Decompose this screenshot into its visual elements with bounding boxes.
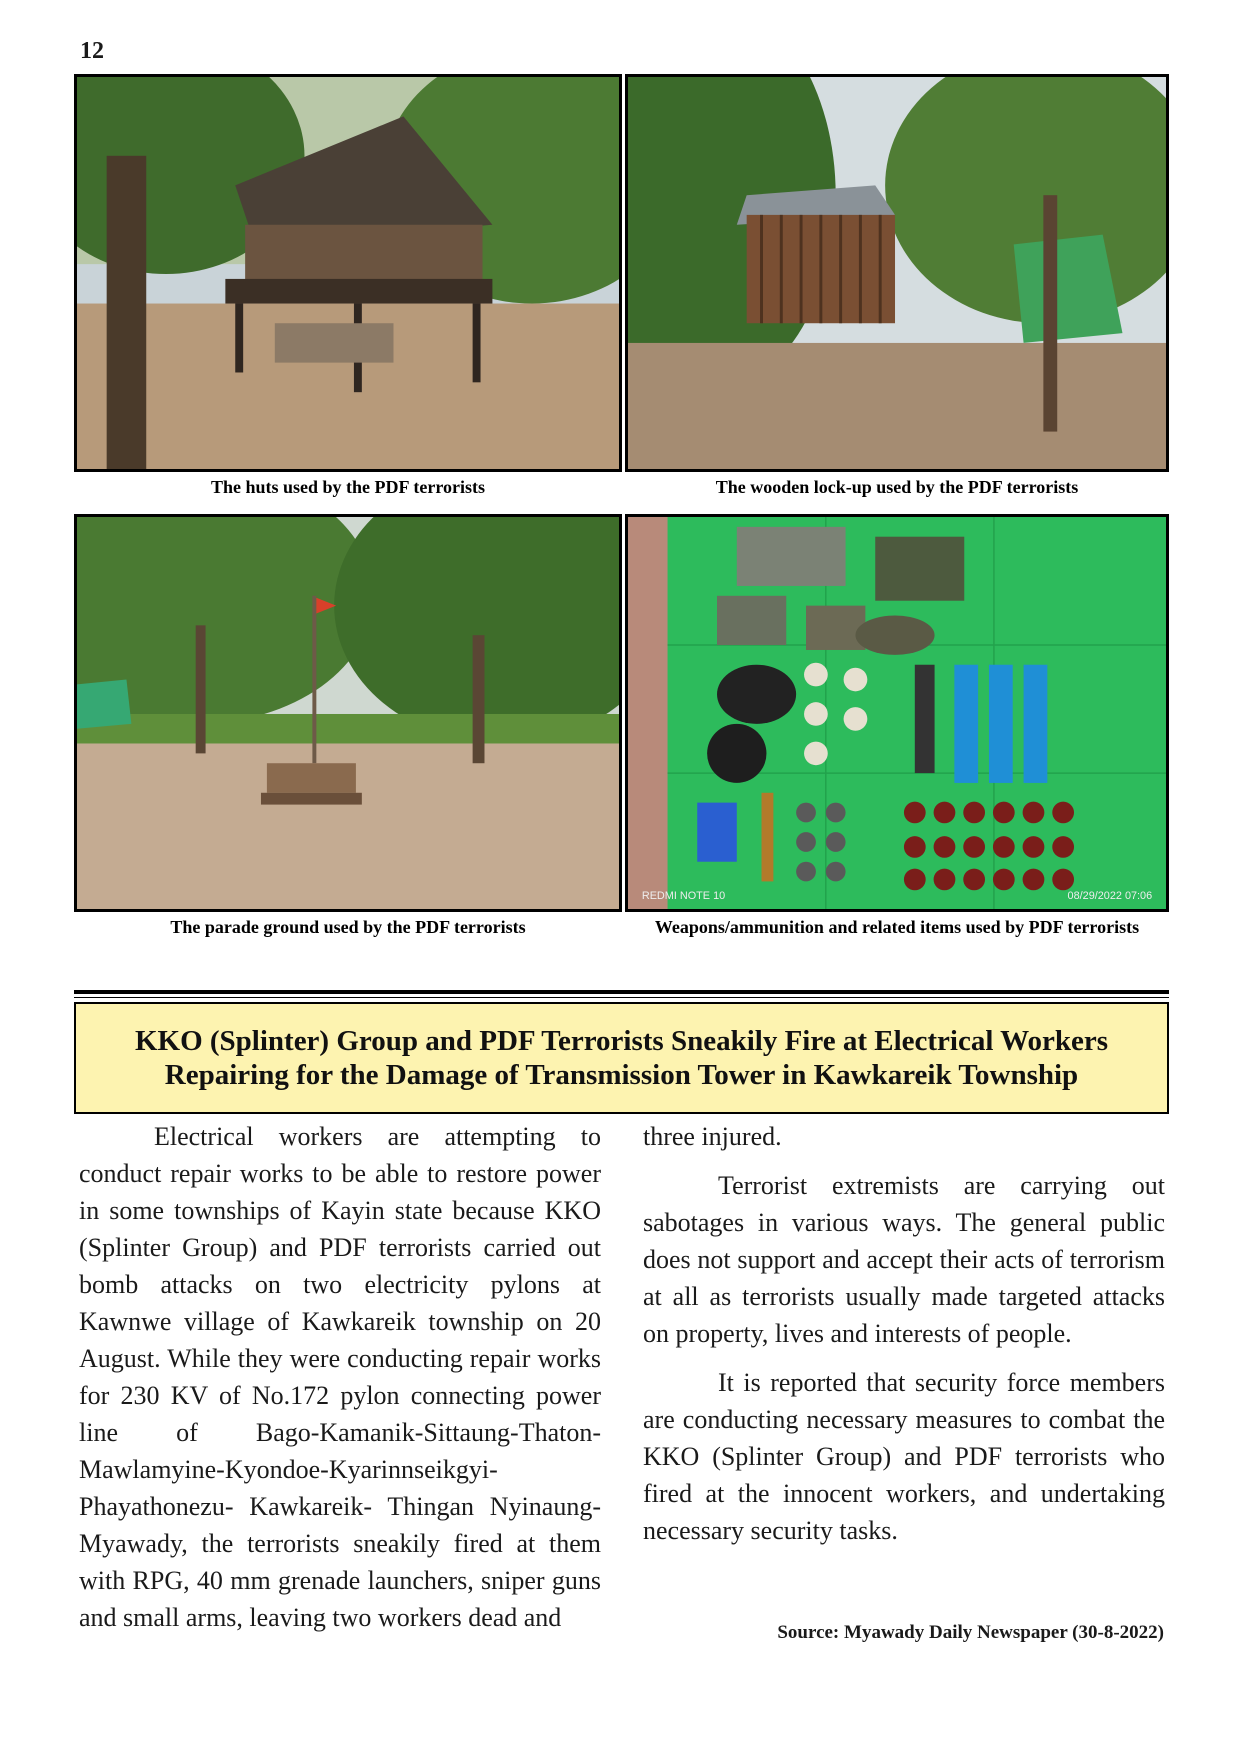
headline-box (74, 1002, 1169, 1114)
article-headline (135, 1024, 1108, 1092)
parade-ground-photo-image (77, 517, 619, 909)
photo-weapons (625, 514, 1169, 912)
caption-parade-ground: The parade ground used by the PDF terrorists (170, 917, 526, 937)
page-number: 12 (80, 38, 104, 64)
article-paragraph-1: Electrical workers are attempting to conduct repair works to be able to restore power in some townships of Kayin state because KKO (Splinter Group) and PDF terrorists carried out bomb attacks on two electricity pylons at Kawnwe village of Kawkareik township on 20 August. While they were conducting repair works for 230 KV of No.172 pylon connecting power line of Bago-Kamanik-Sittaung-Thaton-Mawlamyine-Kyondoe-Kyarinnseikgyi-Phayathonezu- Kawkareik- Thingan Nyinaung- Myawady, the terrorists sneakily fired at them with RPG, 40 mm grenade launchers, sniper guns and small arms, leaving two workers dead and (79, 1122, 601, 1632)
headline-line-2: Repairing for the Damage of Transmission Tower in Kawkareik Township (164, 1059, 1079, 1091)
caption-huts: The huts used by the PDF terrorists (211, 477, 485, 497)
section-divider-thick (74, 990, 1169, 994)
caption-weapons: Weapons/ammunition and related items used by PDF terrorists (654, 917, 1140, 937)
article-column-left (79, 1118, 601, 1636)
timestamp-overlay: 08/29/2022 07:06 (1067, 890, 1153, 903)
huts-photo-image (77, 77, 619, 469)
article-column-right (643, 1118, 1165, 1549)
photo-parade-ground (74, 514, 622, 912)
photo-huts (74, 74, 622, 472)
caption-lockup: The wooden lock-up used by the PDF terrorists (715, 477, 1079, 497)
weapons-photo-image (628, 517, 1166, 909)
lockup-photo-image (628, 77, 1166, 469)
article-paragraph-2: Terrorist extremists are carrying out sabotages in various ways. The general public does not support and accept their acts of terrorism at all as terrorists usually made targeted attacks on property, lives and interests of people. (643, 1171, 1165, 1348)
article-paragraph-3: It is reported that security force members are conducting necessary measures to combat the KKO (Splinter Group) and PDF terrorists who fired at the innocent workers, and undertaking necessary security tasks. (643, 1368, 1165, 1545)
photo-lockup (625, 74, 1169, 472)
article-paragraph-1-continued: three injured. (643, 1122, 782, 1151)
section-divider-thin (74, 997, 1169, 998)
article-source: Source: Myawady Daily Newspaper (30-8-2022) (777, 1622, 1164, 1643)
camera-model-overlay: REDMI NOTE 10 (641, 890, 726, 903)
headline-line-1: KKO (Splinter) Group and PDF Terrorists Sneakily Fire at Electrical Workers (134, 1025, 1109, 1057)
